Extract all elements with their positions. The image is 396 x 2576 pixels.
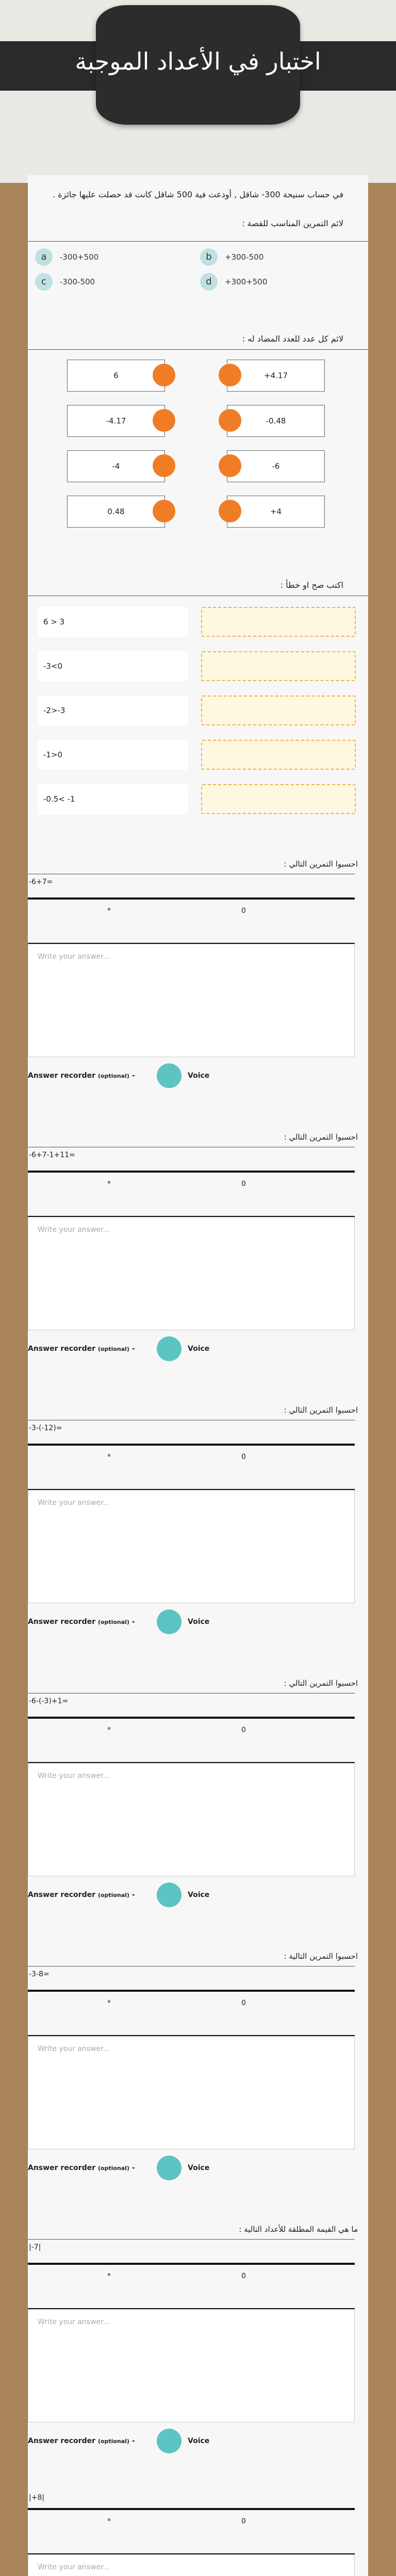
option-c-circle[interactable]: c [35,273,53,291]
option-b-text: +300-500 [225,252,264,262]
answer-input[interactable]: Write your answer... [28,1217,355,1330]
exercise-label: ما هي القيمة المطلقة للأعداد التالية : [239,2225,358,2234]
divider [28,241,368,242]
tf-drop-zone-1[interactable] [201,607,356,637]
option-d-text: +300+500 [225,277,268,286]
match-left-2[interactable]: -4.17 [67,405,165,437]
table-col-2: 0 [241,1180,246,1188]
table-col-2: 0 [241,2517,246,2526]
table-col-2: 0 [241,1999,246,2007]
match-right-2[interactable]: -0.48 [227,405,325,437]
work-table[interactable] [28,2508,355,2554]
table-col-1: * [107,1453,111,1461]
q1-prompt: في حساب سنيحة 300- شاقل , أودعت فية 500 شاقل كانت قد حصلت عليها جائزة . [53,190,343,199]
match-right-2-dot[interactable] [219,409,241,432]
match-left-2-dot[interactable] [153,409,175,432]
tf-drop-zone-5[interactable] [201,784,356,814]
answer-recorder-label: Answer recorder (optional) - [28,1891,135,1899]
match-right-1[interactable]: +4.17 [227,360,325,392]
exercise-label: احسبوا التمرين التالية : [284,1952,358,1961]
answer-input[interactable]: Write your answer... [28,2309,355,2422]
work-table[interactable] [28,2263,355,2309]
answer-input[interactable]: Write your answer... [28,1763,355,1876]
match-right-4[interactable]: +4 [227,496,325,528]
header [0,0,396,183]
match-right-1-dot[interactable] [219,364,241,386]
table-col-1: * [107,1726,111,1734]
match-right-3-dot[interactable] [219,454,241,477]
option-a-circle[interactable]: a [35,248,53,266]
voice-label: Voice [188,1618,210,1626]
match-right-4-dot[interactable] [219,500,241,522]
exercise-expression: -3-(-12)= [29,1424,62,1432]
option-c-text: -300-500 [60,277,95,286]
voice-label: Voice [188,2437,210,2445]
table-col-2: 0 [241,907,246,915]
match-left-4-dot[interactable] [153,500,175,522]
page-title: اختبار في الأعداد الموجبة [75,47,321,75]
divider [28,2239,355,2240]
match-left-4[interactable]: 0.48 [67,496,165,528]
table-col-1: * [107,1180,111,1188]
exercise-expression: |+8| [29,2494,45,2502]
record-button[interactable] [157,1063,182,1088]
exercise-expression: -6+7-1+11= [29,1151,75,1159]
quiz-card [28,175,368,2576]
voice-label: Voice [188,2164,210,2172]
option-d-circle[interactable]: d [200,273,218,291]
exercise-label: احسبوا التمرين التالي : [284,1132,358,1142]
exercise-5 [28,1947,368,2215]
record-button[interactable] [157,1336,182,1361]
table-col-1: * [107,2272,111,2280]
answer-input[interactable]: Write your answer... [28,2036,355,2149]
exercise-expression: |-7| [29,2243,41,2251]
voice-label: Voice [188,1345,210,1353]
exercise-2 [28,1128,368,1396]
exercise-expression: -6-(-3)+1= [29,1697,69,1705]
exercise-label: احسبوا التمرين التالي : [284,1405,358,1415]
work-table[interactable] [28,1171,355,1217]
match-left-3-dot[interactable] [153,454,175,477]
tf-item-3: -2>-3 [38,696,188,725]
voice-label: Voice [188,1072,210,1080]
match-right-3[interactable]: -6 [227,450,325,482]
record-button[interactable] [157,1609,182,1634]
table-col-2: 0 [241,1453,246,1461]
answer-recorder-label: Answer recorder (optional) - [28,1618,135,1626]
exercise-6 [28,2221,368,2488]
record-button[interactable] [157,2156,182,2180]
table-col-2: 0 [241,2272,246,2280]
option-b-circle[interactable]: b [200,248,218,266]
answer-input[interactable]: Write your answer... [28,2554,355,2576]
match-left-3[interactable]: -4 [67,450,165,482]
answer-recorder-label: Answer recorder (optional) - [28,2437,135,2445]
table-col-1: * [107,2517,111,2526]
table-col-2: 0 [241,1726,246,1734]
answer-recorder-label: Answer recorder (optional) - [28,2164,135,2172]
exercise-4 [28,1674,368,1942]
divider [28,1966,355,1967]
tf-item-5: -0.5< -1 [38,784,188,814]
exercise-7 [28,2488,368,2576]
exercise-1 [28,855,368,1123]
q1-subprompt: لائم التمرين المناسب للقصة : [242,218,343,228]
table-col-1: * [107,907,111,915]
work-table[interactable] [28,1444,355,1490]
work-table[interactable] [28,1990,355,2036]
option-a-text: -300+500 [60,252,99,262]
exercise-expression: -6+7= [29,878,53,886]
answer-input[interactable]: Write your answer... [28,944,355,1057]
work-table[interactable] [28,1717,355,1763]
table-col-1: * [107,1999,111,2007]
q2-prompt: لائم كل عدد للعدد المضاد له : [242,334,343,344]
record-button[interactable] [157,2429,182,2453]
exercise-3 [28,1401,368,1669]
tf-drop-zone-3[interactable] [201,696,356,725]
answer-input[interactable]: Write your answer... [28,1490,355,1603]
exercise-label: احسبوا التمرين التالي : [284,859,358,869]
tf-item-2: -3<0 [38,651,188,681]
record-button[interactable] [157,1883,182,1907]
q3-prompt: اكتب صح او خطأ : [280,580,343,590]
tf-item-1: 6 > 3 [38,607,188,637]
match-left-1[interactable]: 6 [67,360,165,392]
divider [28,349,368,350]
voice-label: Voice [188,1891,210,1899]
answer-recorder-label: Answer recorder (optional) - [28,1072,135,1080]
tf-drop-zone-2[interactable] [201,651,356,681]
answer-recorder-label: Answer recorder (optional) - [28,1345,135,1353]
exercise-label: احسبوا التمرين التالي : [284,1679,358,1688]
work-table[interactable] [28,897,355,944]
match-left-1-dot[interactable] [153,364,175,386]
exercise-expression: -3-8= [29,1970,50,1978]
tf-item-4: -1>0 [38,740,188,770]
tf-drop-zone-4[interactable] [201,740,356,770]
